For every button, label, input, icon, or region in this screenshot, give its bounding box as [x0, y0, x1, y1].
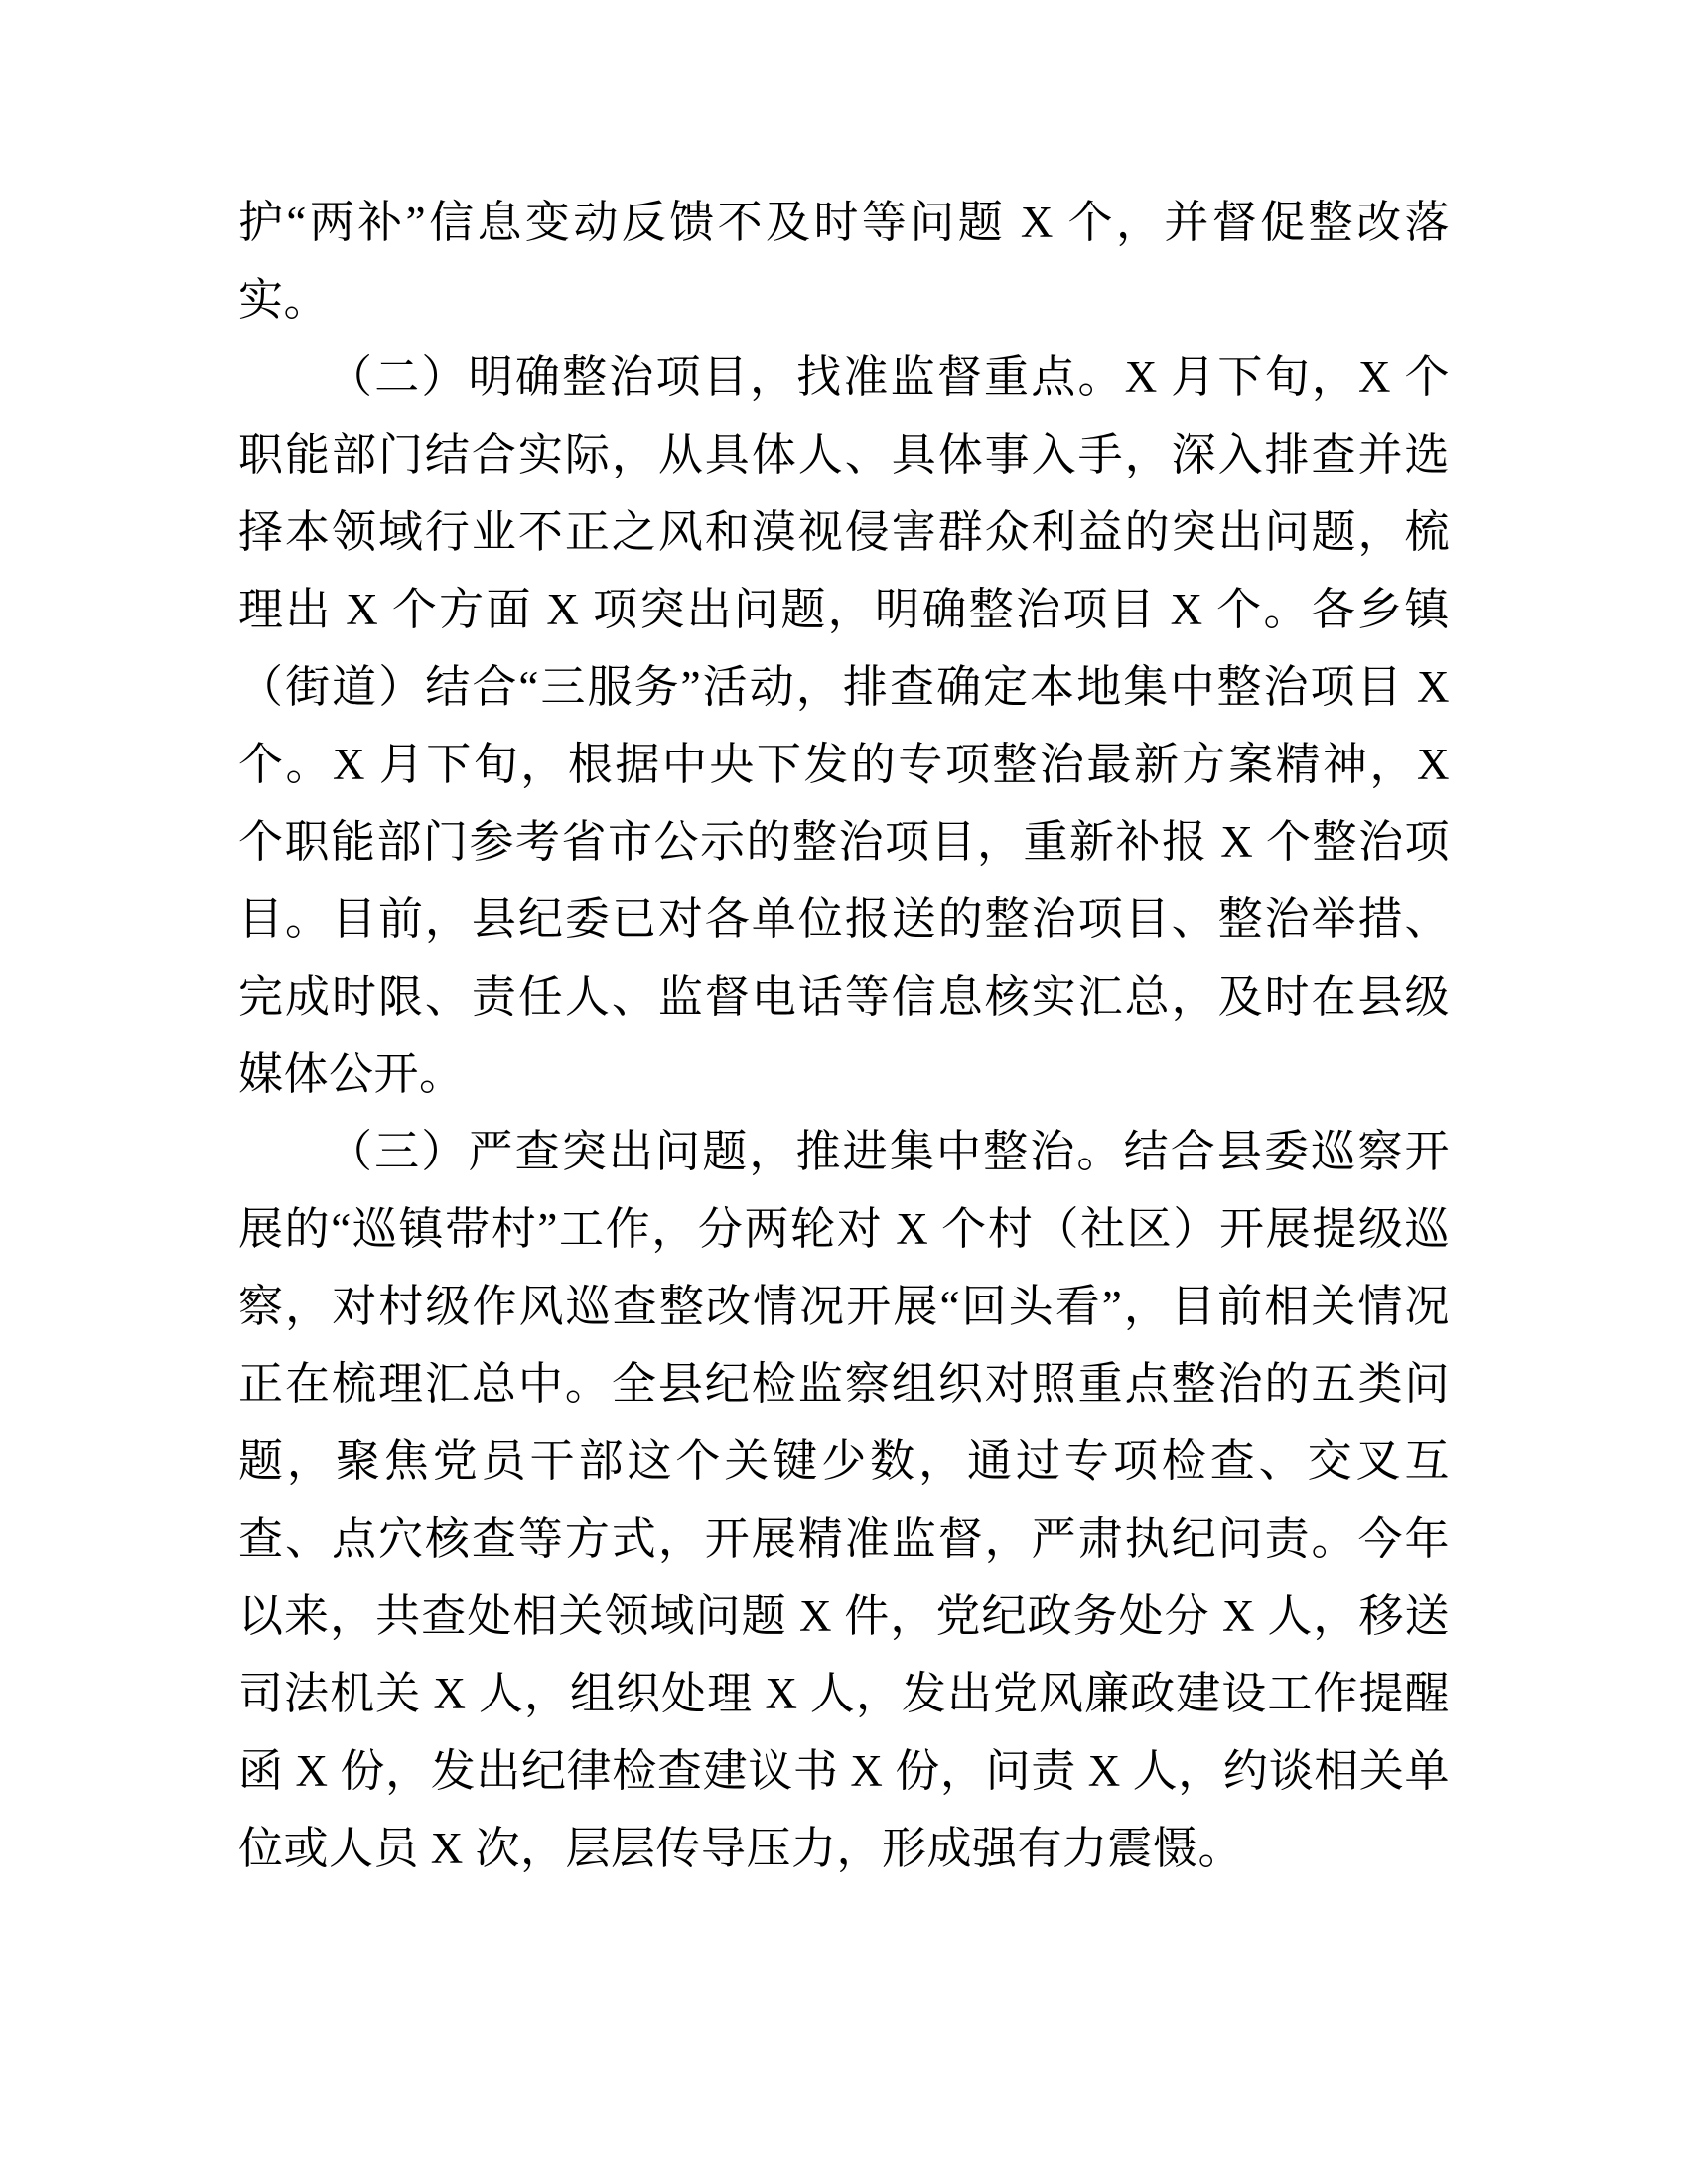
document-body [238, 184, 1450, 1887]
paragraph-section-2: （二）明确整治项目，找准监督重点。X 月下旬，X 个职能部门结合实际，从具体人、具体事入手，深入排查并选择本领域行业不正之风和漠视侵害群众利益的突出问题，梳理出 X 个方面 X 项突出问题，明确整治项目 X 个。各乡镇（街道）结合“三服务”活动，排查确定本地集中整治项目 X 个。X 月下旬，根据中央下发的专项整治最新方案精神，X 个职能部门参考省市公示的整治项目，重新补报 X 个整治项目。目前，县纪委已对各单位报送的整治项目、整治举措、完成时限、责任人、监督电话等信息核实汇总，及时在县级媒体公开。 [238, 352, 1450, 1099]
paragraph-continuation: 护“两补”信息变动反馈不及时等问题 X 个，并督促整改落实。 [238, 198, 1450, 325]
paragraph-section-3: （三）严查突出问题，推进集中整治。结合县委巡察开展的“巡镇带村”工作，分两轮对 X 个村（社区）开展提级巡察，对村级作风巡查整改情况开展“回头看”，目前相关情况正在梳理汇总中。全县纪检监察组织对照重点整治的五类问题，聚焦党员干部这个关键少数，通过专项检查、交叉互查、点穴核查等方式，开展精准监督，严肃执纪问责。今年以来，共查处相关领域问题 X 件，党纪政务处分 X 人，移送司法机关 X 人，组织处理 X 人，发出党风廉政建设工作提醒函 X 份，发出纪律检查建议书 X 份，问责 X 人，约谈相关单位或人员 X 次，层层传导压力，形成强有力震慑。 [238, 1127, 1450, 1873]
